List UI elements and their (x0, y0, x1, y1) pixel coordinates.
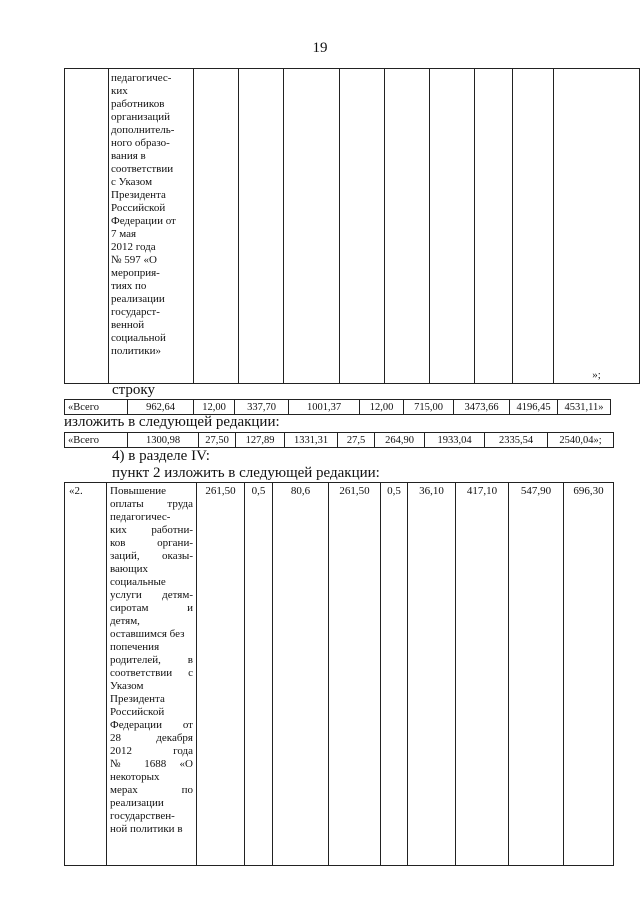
cell-empty (340, 69, 385, 384)
text-punkt: пункт 2 изложить в следующей редакции: (112, 465, 380, 481)
cell-value: 337,70 (235, 400, 289, 415)
description-line: 28 декабря (110, 732, 193, 744)
cell-empty (430, 69, 475, 384)
page-number: 19 (312, 40, 328, 56)
cell-value: 27,5 (338, 433, 375, 448)
description-line: педагогичес- (110, 511, 171, 523)
description-line: № 1688 «О (110, 758, 193, 770)
cell-value: 261,50 (197, 483, 245, 866)
description-line: Президента (110, 693, 165, 705)
description-line: некоторых (110, 771, 160, 783)
cell-value: 0,5 (245, 483, 273, 866)
description-line: реализации (110, 797, 164, 809)
description-line: ких работни- (110, 524, 193, 536)
cell-value: 547,90 (509, 483, 564, 866)
cell-value: 1001,37 (289, 400, 360, 415)
description-line: 2012 года (110, 745, 193, 757)
description-line: оставшимся без (110, 628, 185, 640)
cell-closing (554, 69, 640, 384)
cell-description (109, 69, 194, 384)
description-line: государст- (111, 306, 160, 318)
table-total-old (64, 399, 611, 415)
description-line: Федерации от (110, 719, 193, 731)
cell-value: 1933,04 (425, 433, 485, 448)
text-izlozhit: изложить в следующей редакции: (64, 414, 280, 430)
cell-empty (194, 69, 239, 384)
description-line: политики» (111, 345, 162, 357)
description-line: тиях по (111, 280, 147, 292)
description-line: оплаты труда (110, 498, 193, 510)
cell-value: 3473,66 (454, 400, 510, 415)
description-line: мерах по (110, 784, 193, 796)
cell-value: 1331,31 (285, 433, 338, 448)
cell-value: 36,10 (408, 483, 456, 866)
cell-value: 27,50 (199, 433, 236, 448)
cell-empty (475, 69, 513, 384)
description-line: ков органи- (110, 537, 193, 549)
cell-value: 12,00 (194, 400, 235, 415)
description-line: № 597 «О (111, 254, 157, 266)
text-section: 4) в разделе IV: (112, 448, 210, 464)
description-line: попечения (110, 641, 160, 653)
cell-value: 4531,11» (558, 400, 611, 415)
description-line: социальные (110, 576, 166, 588)
description-line: соответствии (111, 163, 174, 175)
description-line: государствен- (110, 810, 175, 822)
description-line: соответствии с (110, 667, 193, 679)
table-total-new (64, 432, 614, 448)
description-line: Российской (111, 202, 166, 214)
description-line: мероприя- (111, 267, 160, 279)
description-line: ких (111, 85, 128, 97)
cell-value: 127,89 (236, 433, 285, 448)
description-line: Федерации от (111, 215, 176, 227)
cell-item-number: «2. (65, 483, 107, 866)
cell-value: 1300,98 (128, 433, 199, 448)
cell-value: 4196,45 (510, 400, 558, 415)
description-line: социальной (111, 332, 166, 344)
cell-empty (513, 69, 554, 384)
description-line: ного образо- (111, 137, 170, 149)
description-line: заций, оказы- (110, 550, 193, 562)
closing-quote: »; (592, 369, 601, 381)
cell-empty (385, 69, 430, 384)
description-line: детям, (110, 615, 140, 627)
cell-empty (284, 69, 340, 384)
description-line: 7 мая (111, 228, 137, 240)
description-line: Указом (110, 680, 144, 692)
cell-value: 12,00 (360, 400, 404, 415)
cell-value: 696,30 (564, 483, 614, 866)
description-line: Повышение (110, 485, 167, 497)
description-line: работников (111, 98, 165, 110)
description-line: ной политики в (110, 823, 183, 835)
cell-total-label: «Всего (65, 400, 128, 415)
cell-num (65, 69, 109, 384)
text-stroku: строку (112, 382, 155, 398)
description-line: сиротам и (110, 602, 193, 614)
cell-value: 962,64 (128, 400, 194, 415)
cell-value: 715,00 (404, 400, 454, 415)
table-top (64, 68, 640, 384)
description-line: 2012 года (111, 241, 156, 253)
description-line: реализации (111, 293, 165, 305)
description-text (107, 483, 196, 836)
description-line: родителей, в (110, 654, 193, 666)
description-line: Российской (110, 706, 165, 718)
description-line: с Указом (111, 176, 153, 188)
description-text (109, 69, 193, 358)
cell-value: 261,50 (329, 483, 381, 866)
table-bottom (64, 482, 614, 866)
description-line: Президента (111, 189, 166, 201)
description-line: вающих (110, 563, 149, 575)
cell-value: 264,90 (375, 433, 425, 448)
cell-empty (239, 69, 284, 384)
description-line: вания в (111, 150, 146, 162)
description-line: организаций (111, 111, 171, 123)
cell-value: 0,5 (381, 483, 408, 866)
cell-value: 417,10 (456, 483, 509, 866)
description-line: дополнитель- (111, 124, 175, 136)
cell-value: 2335,54 (485, 433, 548, 448)
description-line: венной (111, 319, 145, 331)
description-line: услуги детям- (110, 589, 193, 601)
description-line: педагогичес- (111, 72, 172, 84)
cell-value: 80,6 (273, 483, 329, 866)
cell-description (107, 483, 197, 866)
cell-value: 2540,04»; (548, 433, 614, 448)
cell-total-label: «Всего (65, 433, 128, 448)
